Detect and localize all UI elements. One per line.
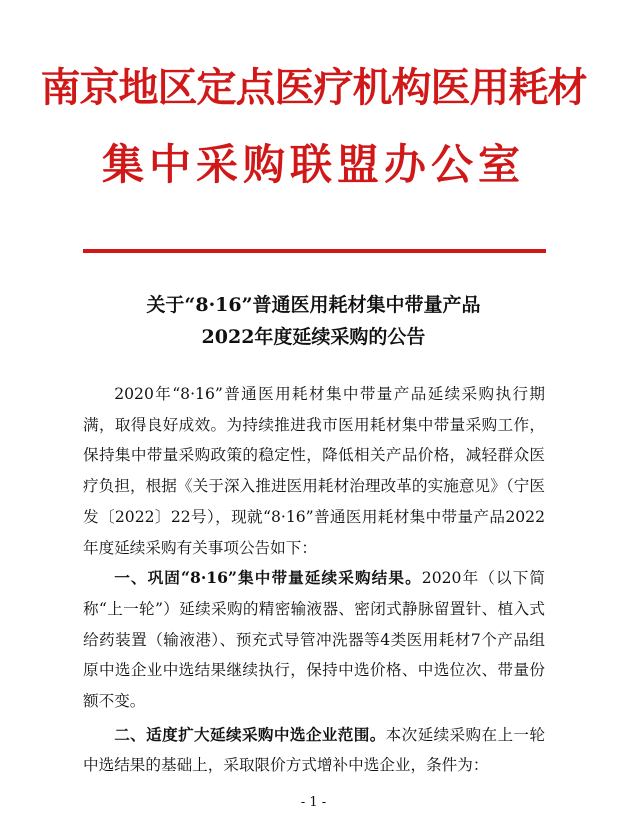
section-1-text: 2020年（以下简称“上一轮”）延续采购的精密输液器、密闭式静脉留置针、植入式给药装置（输液港）、预充式导管冲洗器等4类医用耗材7个产品组原中选企业中选结果继续执行，保持中选价格、中选位次、带量份额不变。	[83, 569, 546, 711]
issuer-name-line1: 南京地区定点医疗机构医用耗材	[40, 64, 587, 111]
section-2-heading: 二、适度扩大延续采购中选企业范围。	[114, 724, 386, 744]
page-number: - 1 -	[300, 795, 327, 810]
section-1	[83, 563, 545, 717]
section-1-heading: 一、巩固“8·16”集中带量延续采购结果。	[114, 568, 422, 588]
issuer-name-line2: 集中采购联盟办公室	[101, 140, 525, 189]
intro-paragraph: 2020年“8·16”普通医用耗材集中带量产品延续采购执行期满，取得良好成效。为持续推进我市医用耗材集中带量采购工作，保持集中带量采购政策的稳定性，降低相关产品价格，减轻群众医疗负担，根据《关于深入推进医用耗材治理改革的实施意见》（宁医发〔2022〕22号），现就“8·16”普通医用耗材集中带量产品2022年度延续采购有关事项公告如下：	[83, 385, 545, 557]
section-2-text: 本次延续采购在上一轮中选结果的基础上，采取限价方式增补中选企业，条件为：	[83, 725, 545, 775]
red-divider	[83, 249, 546, 253]
section-2	[83, 720, 545, 781]
notice-body	[83, 379, 545, 781]
notice-title-line1: 关于“8·16”普通医用耗材集中带量产品	[146, 294, 481, 316]
notice-title-line2: 2022年度延续采购的公告	[201, 326, 426, 348]
